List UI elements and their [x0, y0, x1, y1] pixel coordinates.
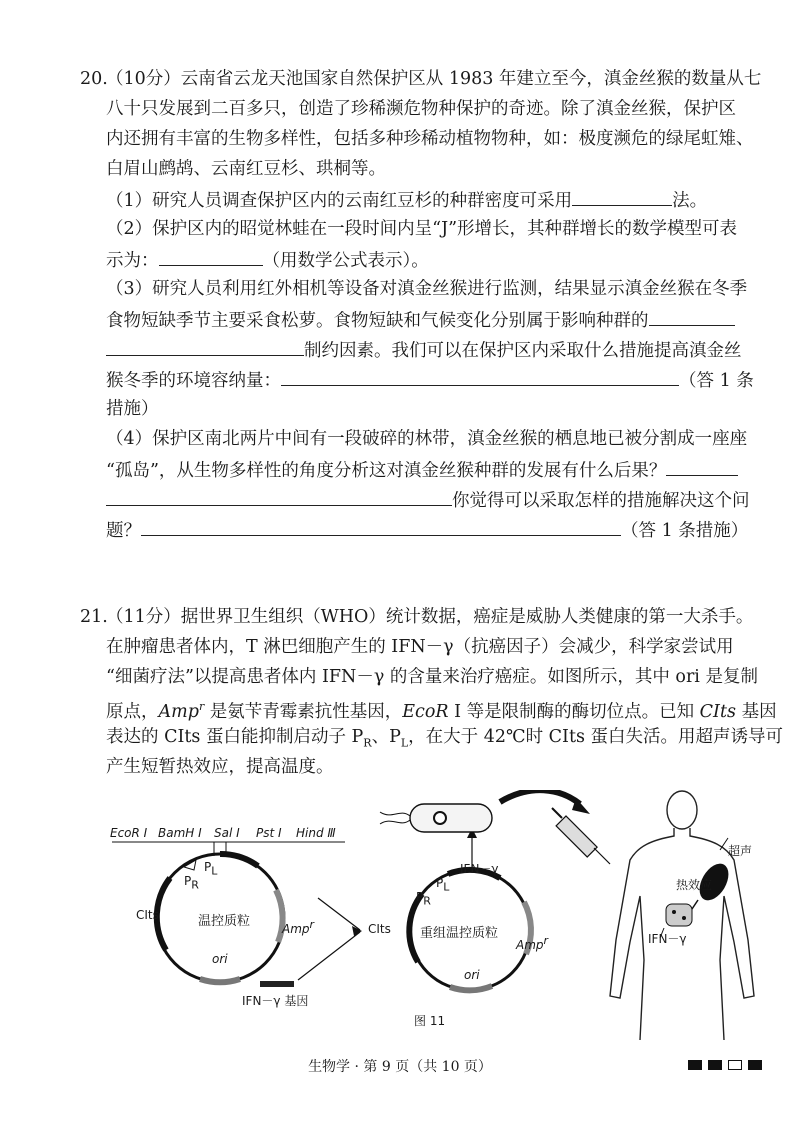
restriction-site-label: Pst Ⅰ: [256, 826, 282, 840]
q20-part-3-line-4: 猴冬季的环境容纳量： （答 1 条: [80, 364, 770, 394]
question-20: [80, 64, 770, 544]
figure-11: [100, 790, 800, 1040]
plasmid-1-pr: PR: [184, 874, 199, 892]
plasmid-2-ori: ori: [464, 968, 480, 982]
ultrasound-label: 超声: [728, 844, 753, 858]
q20-part-1: （1）研究人员调查保护区内的云南红豆杉的种群密度可采用 法。: [80, 184, 770, 214]
plasmid-2-clts: CIts: [368, 922, 391, 936]
q20-part-4-line-1: （4）保护区南北两片中间有一段破碎的林带，滇金丝猴的栖息地已被分割成一座座: [106, 429, 748, 449]
plasmid-1-amp: Ampr: [282, 918, 315, 936]
plasmid-1-ori: ori: [212, 952, 228, 966]
q21-line-6: 产生短暂热效应，提高温度。: [106, 757, 334, 777]
answer-blank[interactable]: [649, 304, 735, 326]
syringe-icon: [552, 808, 610, 864]
plasmid-1-clts: CIts: [136, 908, 159, 922]
figure-caption: 图 11: [414, 1014, 446, 1028]
answer-blank[interactable]: [159, 244, 263, 266]
q21-line-2: 在肿瘤患者体内，T 淋巴细胞产生的 IFN－γ（抗癌因子）会减少，科学家尝试用: [106, 637, 734, 657]
curved-arrow: [500, 790, 580, 804]
ifn-gene-label: IFN－γ 基因: [242, 994, 309, 1008]
q20-part-2-line-2: 示为： （用数学公式表示）。: [80, 244, 770, 274]
q20-part-2-line-1: （2）保护区内的昭觉林蛙在一段时间内呈“J”形增长，其种群增长的数学模型可表: [106, 219, 738, 239]
answer-blank[interactable]: [141, 514, 621, 536]
page-mark-hollow: [728, 1060, 742, 1070]
q20-part-4-line-2: “孤岛”，从生物多样性的角度分析这对滇金丝猴种群的发展有什么后果？: [80, 454, 770, 484]
answer-blank[interactable]: [281, 364, 679, 386]
merge-arrows: [298, 898, 362, 980]
answer-blank[interactable]: [666, 454, 738, 476]
page-mark: [748, 1060, 762, 1070]
q20-part-3-line-2: 食物短缺季节主要采食松萝。食物短缺和气候变化分别属于影响种群的: [80, 304, 770, 334]
q20-intro-line-2: 八十只发展到二百多只，创造了珍稀濒危物种保护的奇迹。除了滇金丝猴，保护区: [106, 99, 736, 119]
restriction-site-label: EcoR Ⅰ: [110, 826, 148, 840]
answer-blank[interactable]: [572, 184, 672, 206]
plasmid-2-pl: PL: [436, 876, 450, 894]
body-ifn-label: IFN－γ: [648, 932, 687, 946]
q20-part-4-line-3: 你觉得可以采取怎样的措施解决这个问: [80, 484, 770, 514]
q20-number: 20.: [80, 69, 108, 89]
q21-line-3: “细菌疗法”以提高患者体内 IFN－γ 的含量来治疗癌症。如图所示，其中 ori 是复制: [106, 667, 758, 687]
q20-intro-line-1: 20.（10分）云南省云龙天池国家自然保护区从 1983 年建立至今，滇金丝猴的数量从七: [80, 64, 770, 94]
ifn-gene-segment: [260, 981, 294, 987]
q21-line-4: 原点，Amp$^r$ 是氨苄青霉素抗性基因，EcoR I 等是限制酶的酶切位点。已知 CIts 基因: [106, 700, 777, 722]
q20-part-3-line-3: 制约因素。我们可以在保护区内采取什么措施提高滇金丝: [80, 334, 770, 364]
q21-line-1: 21.（11分）据世界卫生组织（WHO）统计数据，癌症是威胁人类健康的第一大杀手。: [80, 602, 770, 632]
restriction-site-label: Hind Ⅲ: [296, 826, 336, 840]
plasmid-2-amp: Ampr: [516, 934, 549, 952]
plasmid-1-name: 温控质粒: [198, 914, 251, 929]
q20-part-4-line-4: 题？ （答 1 条措施）: [80, 514, 770, 544]
restriction-site-label: Sal Ⅰ: [214, 826, 240, 840]
bacterium: [380, 804, 492, 832]
page-mark: [708, 1060, 722, 1070]
footer-marks: [688, 1060, 762, 1070]
answer-blank[interactable]: [106, 334, 304, 356]
q20-intro-line-4: 白眉山鹧鸪、云南红豆杉、珙桐等。: [106, 159, 386, 179]
plasmid-2-ifn: IFN－γ: [460, 862, 499, 876]
plasmid-2-pr: PR: [416, 890, 431, 908]
page-footer: 生物学 · 第 9 页（共 10 页）: [308, 1059, 492, 1075]
answer-blank[interactable]: [106, 484, 452, 506]
q21-line-5: 表达的 CIts 蛋白能抑制启动子 $P_R$、$P_L$，在大于 42℃时 CIts 蛋白失活。用超声诱导可: [106, 727, 784, 750]
page-mark: [688, 1060, 702, 1070]
question-21: [80, 602, 784, 782]
heat-effect-label: 热效应: [676, 878, 713, 892]
q20-intro-line-3: 内还拥有丰富的生物多样性，包括多种珍稀动植物物种，如：极度濒危的绿尾虹雉、: [106, 129, 754, 149]
restriction-site-label: BamH Ⅰ: [158, 826, 202, 840]
q20-part-3-line-1: （3）研究人员利用红外相机等设备对滇金丝猴进行监测，结果显示滇金丝猴在冬季: [106, 279, 748, 299]
q21-number: 21.: [80, 607, 108, 627]
plasmid-2-name: 重组温控质粒: [420, 926, 499, 941]
plasmid-1-pl: PL: [204, 860, 218, 878]
q20-part-3-line-5: 措施）: [106, 399, 159, 419]
